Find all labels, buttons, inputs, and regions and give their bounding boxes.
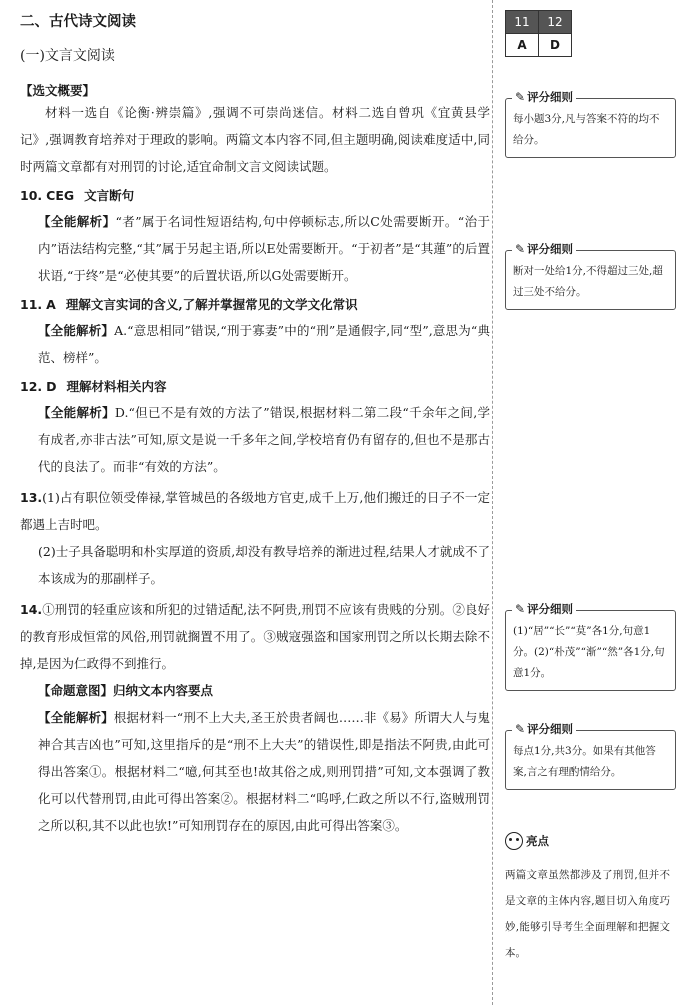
question-topic: 文言断句: [84, 188, 135, 203]
highlight-block: [505, 832, 670, 966]
question-12: [20, 377, 490, 480]
question-number: 10.: [20, 188, 43, 203]
question-13: [20, 484, 490, 592]
analysis-label: 【全能解析】: [38, 710, 114, 725]
note-text: 每小题3分,凡与答案不符的均不给分。: [513, 113, 660, 146]
analysis-label: 【全能解析】: [38, 214, 116, 229]
analysis-text: D.“但已不是有效的方法了”错误,根据材料二第二段“千余年之间,学有成者,亦非古法”可知,原文是说一千多年之间,学校培育仍有留存的,但也不是那古代的良法了。而非“有效的方法”。: [38, 405, 490, 474]
answer-table-cell: A: [506, 34, 539, 57]
intent-label: 【命题意图】: [38, 683, 114, 698]
question-10-analysis: [20, 208, 490, 289]
analysis-label: 【全能解析】: [38, 323, 115, 338]
highlight-text: 两篇文章虽然都涉及了刑罚,但并不是文章的主体内容,题目切入角度巧妙,能够引导考生全面理解和把握文本。: [505, 869, 670, 959]
note-title: ✎ 评分细则: [512, 89, 576, 105]
question-10: [20, 186, 490, 289]
answer-text: ①刑罚的轻重应该和所犯的过错适配,法不阿贵,刑罚不应该有贵贱的分别。②良好的教育形成恒常的风俗,刑罚就搁置不用了。③贼寇强盗和国家刑罚之所以长期去除不掉,是因为仁政得不到推行。: [20, 602, 490, 671]
translation-2: (2)士子具备聪明和朴实厚道的资质,却没有教导培养的渐进过程,结果人才就成不了本该成为的那副样子。: [38, 544, 490, 586]
question-11: [20, 295, 490, 371]
main-column: [20, 10, 490, 843]
overview-text: 材料一选自《论衡·辨崇篇》,强调不可崇尚迷信。材料二选自曾巩《宜黄县学记》,强调教育培养对于理政的影响。两篇文本内容不同,但主题明确,阅读难度适中,同时两篇文章都有对刑罚的讨论,适宜命制文言文阅读试题。: [20, 105, 490, 174]
question-topic: 理解文言实词的含义,了解并掌握常见的文学文化常识: [65, 297, 358, 312]
translation-1: (1)占有职位领受俸禄,掌管城邑的各级地方官吏,成千上万,他们搬迁的日子不一定都遇上吉时吧。: [20, 490, 490, 532]
scoring-note-1: [505, 90, 676, 158]
analysis-text: 根据材料一“刑不上大夫,圣王於贵者阔也……非《易》所谓大人与鬼神合其吉凶也”可知,这里指斥的是“刑不上大夫”的错误性,即是指法不阿贵,由此可得出答案①。根据材料二“噫,何其至也!故其俗之成,则刑罚措”可知,文本强调了教化可以代替刑罚,由此可得出答案②。根据材料二“呜呼,仁政之所以不行,盗贼刑罚之所以积,其不以此也欤!”可知刑罚存在的原因,由此可得出答案③。: [38, 710, 490, 833]
note-title: ✎ 评分细则: [512, 241, 576, 257]
pencil-icon: ✎: [515, 242, 526, 256]
question-answer: A: [46, 297, 56, 312]
question-answer: CEG: [46, 188, 75, 203]
question-14-answer: [20, 596, 490, 677]
note-text: 断对一处给1分,不得超过三处,超过三处不给分。: [513, 265, 663, 298]
note-title: ✎ 评分细则: [512, 601, 576, 617]
section-title: 二、古代诗文阅读: [20, 14, 136, 30]
question-topic: 理解材料相关内容: [66, 379, 167, 394]
analysis-label: 【全能解析】: [38, 405, 115, 420]
question-11-analysis: [20, 317, 490, 371]
question-12-analysis: [20, 399, 490, 480]
question-number: 13.: [20, 490, 43, 505]
question-14: [20, 596, 490, 839]
column-divider: [492, 0, 493, 1005]
question-11-header: [20, 295, 490, 313]
analysis-text: “者”属于名词性短语结构,句中停顿标志,所以C处需要断开。“治于内”语法结构完整,“其”属于另起主语,所以E处需要断开。“于初者”是“其蓮”的后置状语,“于终”是“必使其要”的后置状语,所以G处需要断开。: [38, 214, 490, 283]
sidebar: [505, 10, 675, 959]
overview-block: [20, 81, 490, 180]
scoring-note-3: [505, 602, 676, 691]
question-number: 11.: [20, 297, 43, 312]
pencil-icon: ✎: [515, 602, 526, 616]
highlight-header: [505, 832, 670, 850]
analysis-text: A.“意思相同”错误,“刑于寡妻”中的“刑”是通假字,同“型”,意思为“典范、榜样”。: [38, 323, 490, 365]
question-number: 12.: [20, 379, 43, 394]
question-12-header: [20, 377, 490, 395]
scoring-note-4: [505, 722, 676, 790]
face-icon: [505, 832, 523, 850]
question-14-intent: [20, 677, 490, 704]
intent-text: 归纳文本内容要点: [113, 683, 214, 698]
highlight-title: 亮点: [526, 834, 549, 848]
pencil-icon: ✎: [515, 722, 526, 736]
answer-table-header: 12: [539, 11, 572, 34]
note-title: ✎ 评分细则: [512, 721, 576, 737]
question-14-analysis: [20, 704, 490, 839]
note-text: 每点1分,共3分。如果有其他答案,言之有理酌情给分。: [513, 745, 656, 778]
question-10-header: [20, 186, 490, 204]
answer-table: [505, 10, 572, 57]
question-13-part-1: [20, 484, 490, 538]
pencil-icon: ✎: [515, 90, 526, 104]
answer-table-cell: D: [539, 34, 572, 57]
scoring-note-2: [505, 242, 676, 310]
overview-label: 【选文概要】: [20, 83, 96, 98]
answer-table-header: 11: [506, 11, 539, 34]
note-text: (1)“居”“长”“莫”各1分,句意1分。(2)“朴茂”“渐”“然”各1分,句意1分。: [513, 625, 665, 679]
question-number: 14.: [20, 602, 43, 617]
subsection-title: (一)文言文阅读: [20, 48, 115, 64]
question-answer: D: [46, 379, 57, 394]
